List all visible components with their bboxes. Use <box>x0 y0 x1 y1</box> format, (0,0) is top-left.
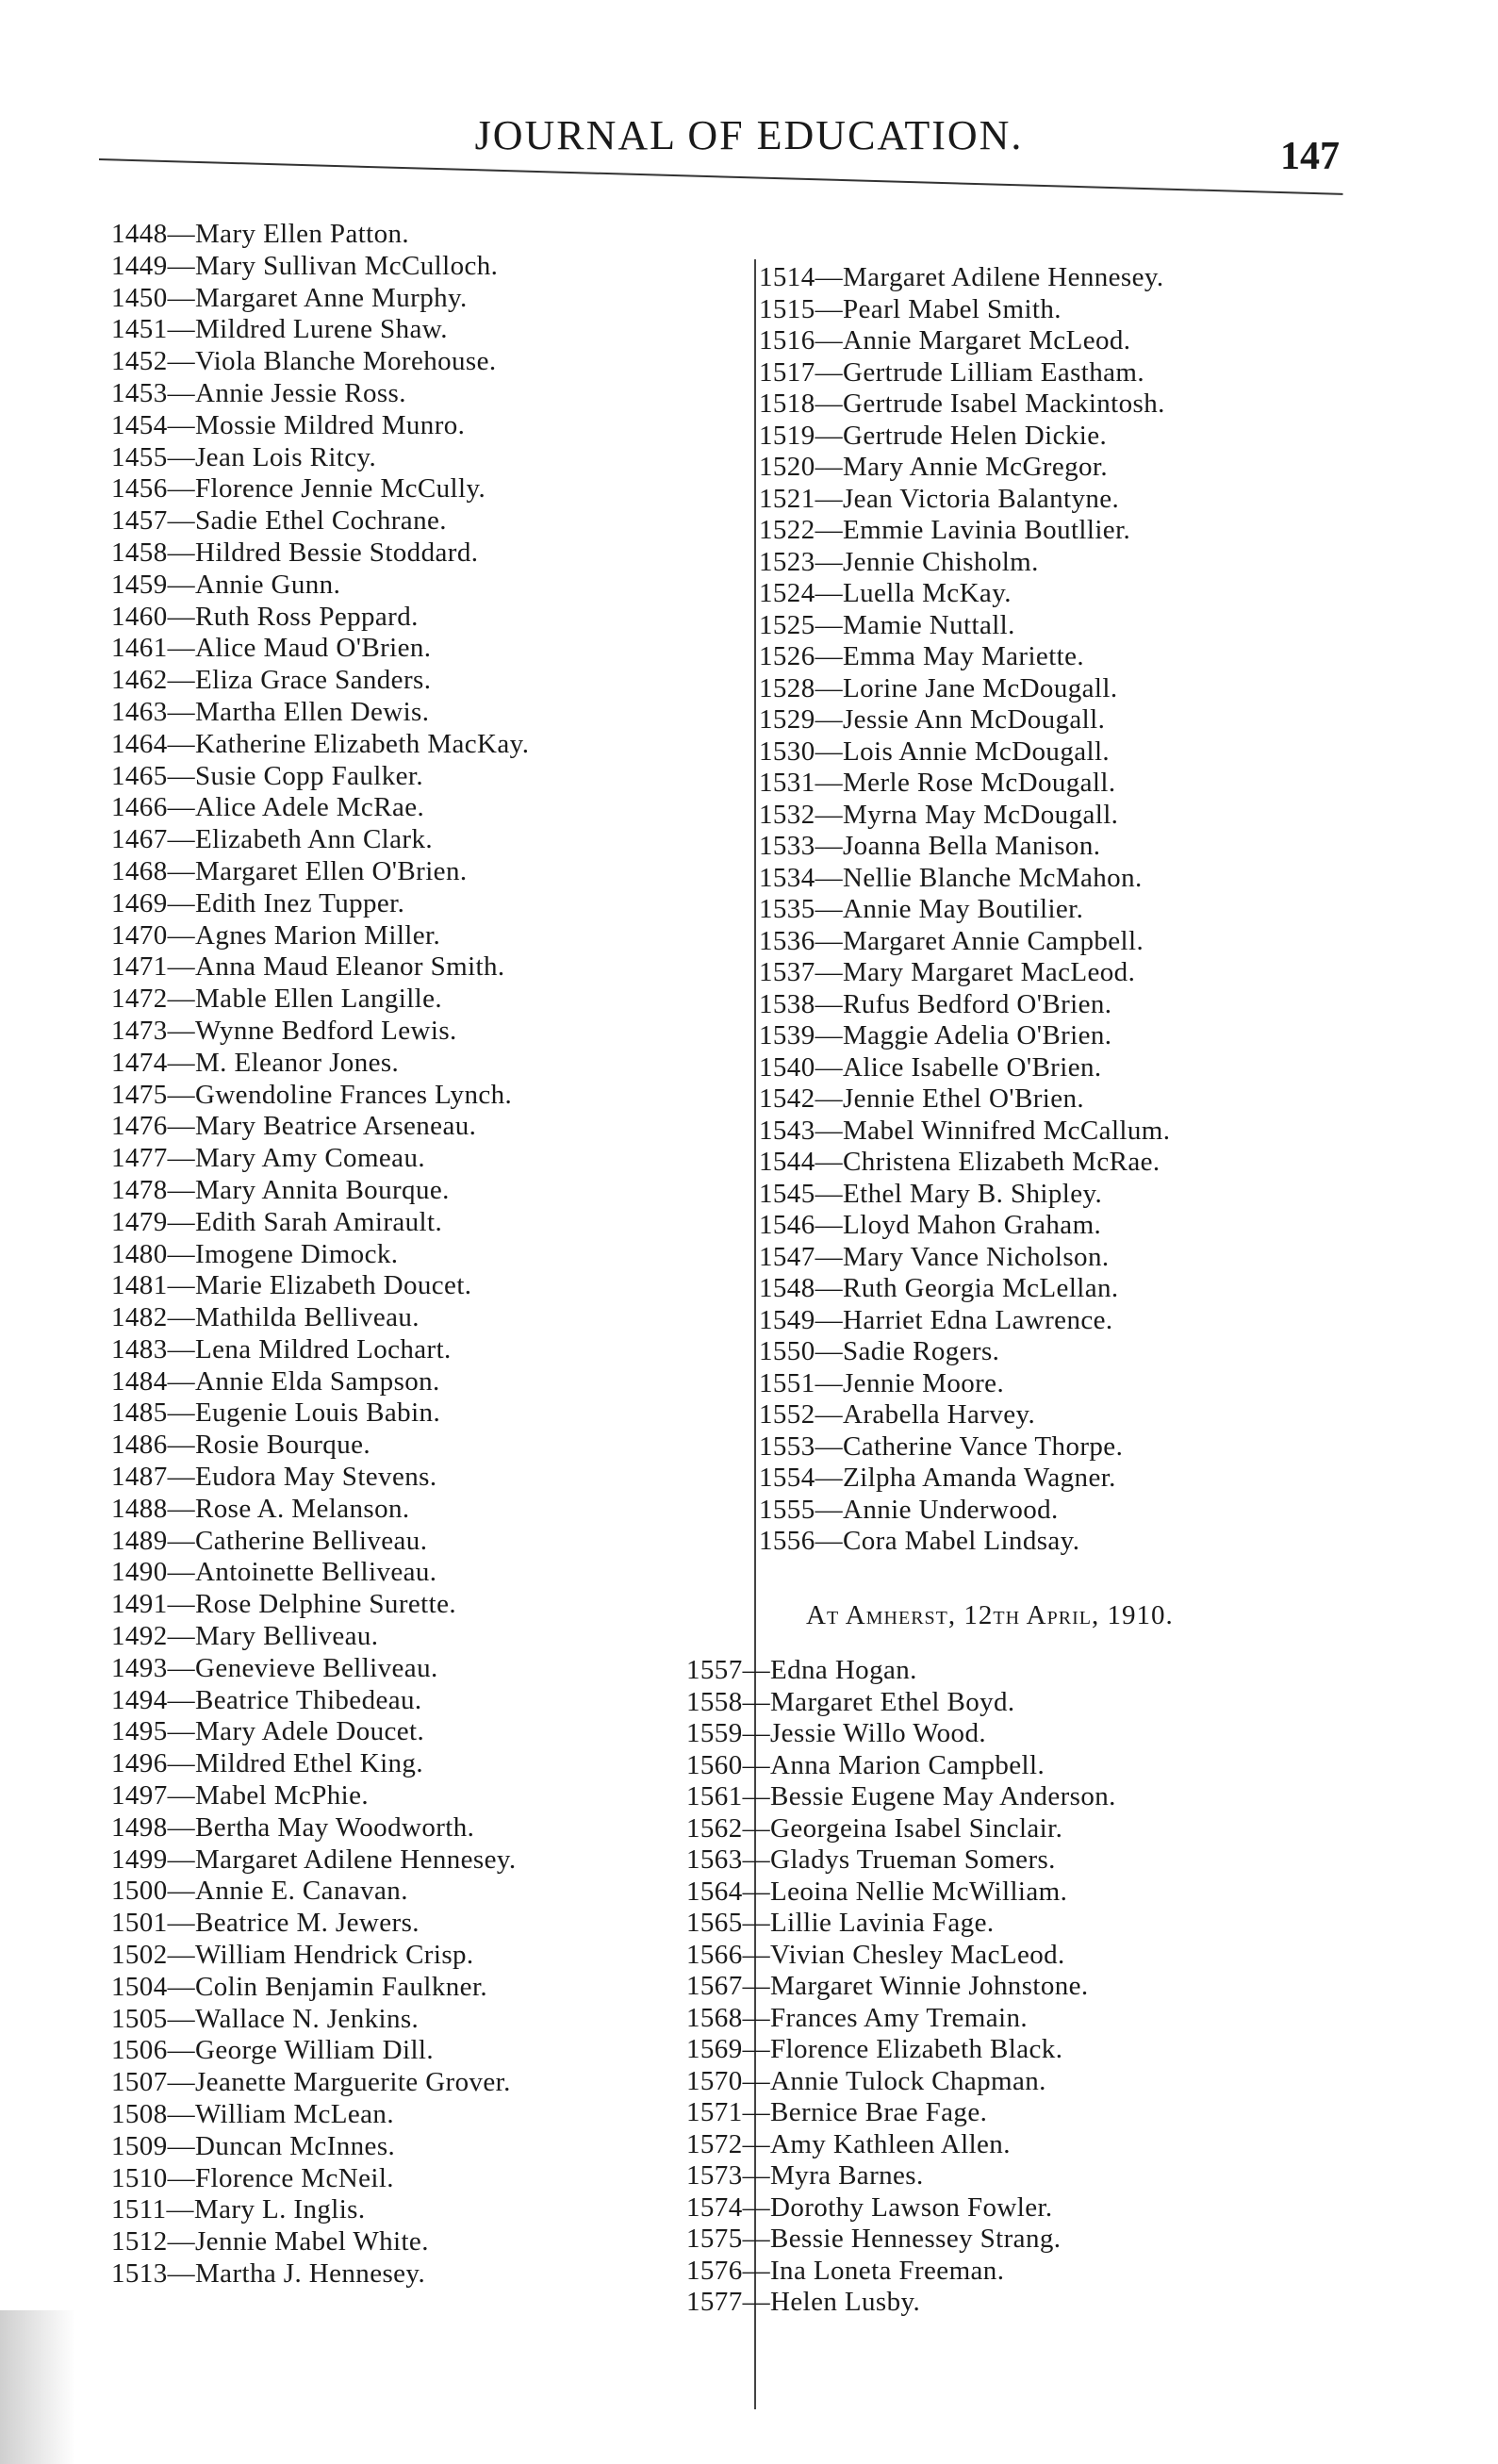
right-column-list <box>759 262 1325 1578</box>
list-item: 1461—Alice Maud O'Brien. <box>111 633 432 664</box>
list-item: 1525—Mamie Nuttall. <box>759 609 1015 640</box>
list-item: 1554—Zilpha Amanda Wagner. <box>759 1463 1116 1493</box>
list-item: 1483—Lena Mildred Lochart. <box>111 1333 452 1364</box>
list-item: 1455—Jean Lois Ritcy. <box>111 441 377 472</box>
list-item: 1533—Joanna Bella Manison. <box>759 831 1101 861</box>
list-item: 1559—Jessie Willo Wood. <box>686 1718 986 1748</box>
list-item: 1574—Dorothy Lawson Fowler. <box>686 2191 1053 2223</box>
list-item: 1471—Anna Maud Eleanor Smith. <box>111 951 505 983</box>
header-rule <box>99 158 1343 195</box>
page-title: JOURNAL OF EDUCATION. <box>474 112 1024 158</box>
list-item: 1561—Bessie Eugene May Anderson. <box>686 1781 1116 1811</box>
list-item: 1540—Alice Isabelle O'Brien. <box>759 1051 1102 1083</box>
list-item: 1566—Vivian Chesley MacLeod. <box>686 1939 1065 1970</box>
list-item: 1572—Amy Kathleen Allen. <box>686 2128 1011 2159</box>
list-item: 1563—Gladys Trueman Somers. <box>686 1844 1056 1875</box>
section-heading-amherst: At Amherst, 12th April, 1910. <box>806 1600 1174 1630</box>
list-item: 1505—Wallace N. Jenkins. <box>111 2003 420 2034</box>
amherst-list <box>686 1655 1309 2381</box>
list-item: 1510—Florence McNeil. <box>111 2162 394 2193</box>
list-item: 1449—Mary Sullivan McCulloch. <box>111 250 499 281</box>
list-item: 1448—Mary Ellen Patton. <box>111 219 410 249</box>
list-item: 1508—William McLean. <box>111 2099 394 2130</box>
list-item: 1557—Edna Hogan. <box>686 1655 917 1685</box>
list-item: 1548—Ruth Georgia McLellan. <box>759 1273 1119 1303</box>
list-item: 1515—Pearl Mabel Smith. <box>759 293 1062 324</box>
list-item: 1568—Frances Amy Tremain. <box>686 2002 1029 2033</box>
page-edge-shadow <box>0 2310 75 2464</box>
list-item: 1571—Bernice Brae Fage. <box>686 2097 988 2127</box>
list-item: 1516—Annie Margaret McLeod. <box>759 325 1131 356</box>
list-item: 1528—Lorine Jane McDougall. <box>759 672 1118 703</box>
list-item: 1465—Susie Copp Faulker. <box>111 760 424 791</box>
list-item: 1485—Eugenie Louis Babin. <box>111 1397 441 1429</box>
list-item: 1553—Catherine Vance Thorpe. <box>759 1430 1124 1462</box>
list-item: 1504—Colin Benjamin Faulkner. <box>111 1971 488 2002</box>
list-item: 1467—Elizabeth Ann Clark. <box>111 824 434 855</box>
list-item: 1491—Rose Delphine Surette. <box>111 1589 456 1620</box>
list-item: 1536—Margaret Annie Campbell. <box>759 925 1144 956</box>
list-item: 1567—Margaret Winnie Johnstone. <box>686 1971 1089 2001</box>
list-item: 1552—Arabella Harvey. <box>759 1399 1036 1430</box>
list-item: 1489—Catherine Belliveau. <box>111 1525 428 1556</box>
list-item: 1535—Annie May Boutilier. <box>759 894 1084 924</box>
list-item: 1565—Lillie Lavinia Fage. <box>686 1908 995 1938</box>
list-item: 1492—Mary Belliveau. <box>111 1621 379 1652</box>
list-item: 1476—Mary Beatrice Arseneau. <box>111 1111 477 1142</box>
list-item: 1493—Genevieve Belliveau. <box>111 1652 438 1683</box>
list-item: 1521—Jean Victoria Balantyne. <box>759 483 1120 514</box>
list-item: 1546—Lloyd Mahon Graham. <box>759 1210 1102 1240</box>
list-item: 1494—Beatrice Thibedeau. <box>111 1684 422 1715</box>
list-item: 1468—Margaret Ellen O'Brien. <box>111 855 468 886</box>
list-item: 1482—Mathilda Belliveau. <box>111 1302 420 1333</box>
list-item: 1463—Martha Ellen Dewis. <box>111 696 430 727</box>
list-item: 1459—Annie Gunn. <box>111 569 341 600</box>
list-item: 1514—Margaret Adilene Hennesey. <box>759 262 1164 292</box>
list-item: 1484—Annie Elda Sampson. <box>111 1365 440 1397</box>
list-item: 1456—Florence Jennie McCully. <box>111 473 486 504</box>
list-item: 1486—Rosie Bourque. <box>111 1430 371 1461</box>
list-item: 1502—William Hendrick Crisp. <box>111 1940 474 1971</box>
list-item: 1558—Margaret Ethel Boyd. <box>686 1686 1015 1717</box>
list-item: 1497—Mabel McPhie. <box>111 1780 370 1811</box>
page-number: 147 <box>1280 135 1340 178</box>
list-item: 1518—Gertrude Isabel Mackintosh. <box>759 389 1165 419</box>
list-item: 1539—Maggie Adelia O'Brien. <box>759 1020 1112 1050</box>
list-item: 1460—Ruth Ross Peppard. <box>111 601 419 632</box>
list-item: 1544—Christena Elizabeth McRae. <box>759 1147 1161 1177</box>
list-item: 1562—Georgeina Isabel Sinclair. <box>686 1812 1063 1844</box>
list-item: 1545—Ethel Mary B. Shipley. <box>759 1178 1103 1209</box>
list-item: 1522—Emmie Lavinia Boutllier. <box>759 515 1131 545</box>
list-item: 1576—Ina Loneta Freeman. <box>686 2255 1005 2286</box>
list-item: 1495—Mary Adele Doucet. <box>111 1716 425 1747</box>
list-item: 1457—Sadie Ethel Cochrane. <box>111 505 447 537</box>
list-item: 1451—Mildred Lurene Shaw. <box>111 314 448 345</box>
list-item: 1531—Merle Rose McDougall. <box>759 768 1116 798</box>
list-item: 1506—George William Dill. <box>111 2035 435 2066</box>
list-item: 1534—Nellie Blanche McMahon. <box>759 862 1143 893</box>
list-item: 1519—Gertrude Helen Dickie. <box>759 420 1108 451</box>
list-item: 1499—Margaret Adilene Hennesey. <box>111 1844 517 1875</box>
list-item: 1517—Gertrude Lilliam Eastham. <box>759 356 1145 388</box>
list-item: 1532—Myrna May McDougall. <box>759 799 1119 830</box>
list-item: 1470—Agnes Marion Miller. <box>111 919 441 951</box>
list-item: 1478—Mary Annita Bourque. <box>111 1174 450 1205</box>
list-item: 1501—Beatrice M. Jewers. <box>111 1908 420 1939</box>
list-item: 1480—Imogene Dimock. <box>111 1238 399 1269</box>
list-item: 1513—Martha J. Hennesey. <box>111 2258 426 2289</box>
list-item: 1488—Rose A. Melanson. <box>111 1493 410 1524</box>
list-item: 1479—Edith Sarah Amirault. <box>111 1206 443 1237</box>
list-item: 1555—Annie Underwood. <box>759 1494 1059 1525</box>
list-item: 1570—Annie Tulock Chapman. <box>686 2065 1046 2096</box>
list-item: 1507—Jeanette Marguerite Grover. <box>111 2067 511 2098</box>
list-item: 1490—Antoinette Belliveau. <box>111 1557 437 1588</box>
list-item: 1453—Annie Jessie Ross. <box>111 377 406 408</box>
list-item: 1530—Lois Annie McDougall. <box>759 736 1111 767</box>
list-item: 1498—Bertha May Woodworth. <box>111 1811 475 1843</box>
list-item: 1469—Edith Inez Tupper. <box>111 887 405 918</box>
list-item: 1526—Emma May Mariette. <box>759 641 1085 671</box>
list-item: 1474—M. Eleanor Jones. <box>111 1047 400 1078</box>
list-item: 1560—Anna Marion Campbell. <box>686 1749 1045 1780</box>
list-item: 1537—Mary Margaret MacLeod. <box>759 957 1136 987</box>
list-item: 1462—Eliza Grace Sanders. <box>111 665 432 696</box>
list-item: 1511—Mary L. Inglis. <box>111 2194 366 2225</box>
list-item: 1496—Mildred Ethel King. <box>111 1748 423 1779</box>
list-item: 1550—Sadie Rogers. <box>759 1336 1000 1366</box>
list-item: 1577—Helen Lusby. <box>686 2287 921 2317</box>
list-item: 1520—Mary Annie McGregor. <box>759 452 1109 482</box>
list-item: 1524—Luella McKay. <box>759 578 1012 608</box>
list-item: 1481—Marie Elizabeth Doucet. <box>111 1270 472 1301</box>
list-item: 1475—Gwendoline Frances Lynch. <box>111 1079 513 1110</box>
list-item: 1473—Wynne Bedford Lewis. <box>111 1015 457 1046</box>
list-item: 1477—Mary Amy Comeau. <box>111 1143 426 1174</box>
list-item: 1458—Hildred Bessie Stoddard. <box>111 537 479 568</box>
list-item: 1509—Duncan McInnes. <box>111 2130 396 2161</box>
list-item: 1529—Jessie Ann McDougall. <box>759 704 1106 735</box>
list-item: 1573—Myra Barnes. <box>686 2160 924 2191</box>
left-column-list <box>111 219 715 2359</box>
list-item: 1450—Margaret Anne Murphy. <box>111 282 468 313</box>
list-item: 1542—Jennie Ethel O'Brien. <box>759 1083 1085 1114</box>
list-item: 1575—Bessie Hennessey Strang. <box>686 2224 1062 2254</box>
list-item: 1564—Leoina Nellie McWilliam. <box>686 1876 1068 1907</box>
list-item: 1452—Viola Blanche Morehouse. <box>111 346 497 377</box>
list-item: 1512—Jennie Mabel White. <box>111 2226 429 2257</box>
list-item: 1549—Harriet Edna Lawrence. <box>759 1304 1113 1335</box>
list-item: 1466—Alice Adele McRae. <box>111 792 425 823</box>
list-item: 1454—Mossie Mildred Munro. <box>111 409 466 440</box>
list-item: 1543—Mabel Winnifred McCallum. <box>759 1115 1171 1146</box>
list-item: 1551—Jennie Moore. <box>759 1367 1005 1398</box>
list-item: 1472—Mable Ellen Langille. <box>111 984 443 1015</box>
list-item: 1569—Florence Elizabeth Black. <box>686 2034 1063 2064</box>
list-item: 1487—Eudora May Stevens. <box>111 1462 437 1493</box>
list-item: 1500—Annie E. Canavan. <box>111 1876 408 1907</box>
list-item: 1464—Katherine Elizabeth MacKay. <box>111 728 530 759</box>
list-item: 1538—Rufus Bedford O'Brien. <box>759 988 1112 1019</box>
list-item: 1523—Jennie Chisholm. <box>759 546 1039 577</box>
list-item: 1556—Cora Mabel Lindsay. <box>759 1526 1080 1556</box>
list-item: 1547—Mary Vance Nicholson. <box>759 1241 1110 1272</box>
